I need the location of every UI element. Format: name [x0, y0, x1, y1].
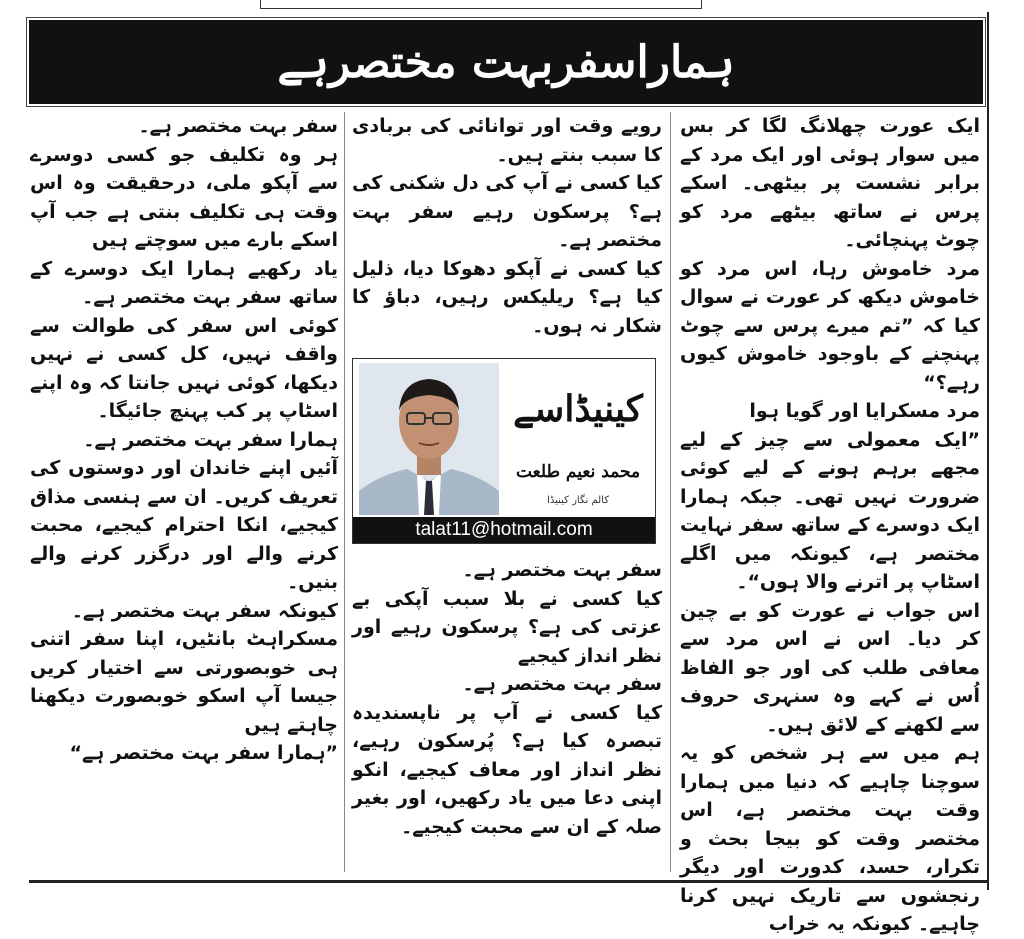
paragraph: ایک عورت چھلانگ لگا کر بس میں سوار ہوئی اور ایک مرد کے برابر نشست پر بیٹھی۔ اسکے پرس نے ساتھ بیٹھے مرد کو چوٹ پہنچائی۔: [680, 115, 980, 251]
title-banner: [29, 20, 983, 104]
column-right: [680, 112, 980, 935]
author-email[interactable]: talat11@hotmail.com: [353, 517, 655, 543]
column-divider: [670, 112, 671, 872]
paragraph: کیونکہ سفر بہت مختصر ہے۔: [71, 599, 338, 622]
page-rule: [987, 12, 989, 890]
column-divider: [344, 112, 345, 872]
paragraph: یاد رکھیے ہمارا ایک دوسرے کے ساتھ سفر بہت مختصر ہے۔: [30, 257, 338, 308]
byline-box: [352, 358, 656, 544]
article-title: ہماراسفربہت مختصرہے: [277, 36, 735, 88]
paragraph: سفر بہت مختصر ہے۔: [462, 673, 662, 695]
top-strip: [260, 0, 702, 9]
paragraph: ”ایک معمولی سے چیز کے لیے مجھے برہم ہونے کے لیے کوئی ضرورت نہیں تھی۔ جبکہ ہمارا ایک دوسرے کے ساتھ سفر نہایت مختصر ہے، کیونکہ میں اگلے اسٹاپ پر اترنے والا ہوں“۔: [680, 428, 980, 593]
paragraph: ہمارا سفر بہت مختصر ہے۔: [83, 428, 338, 451]
author-location: کالم نگار کینیڈا: [547, 494, 609, 506]
paragraph: ہم میں سے ہر شخص کو یہ سوچنا چاہیے کہ دنیا میں ہمارا وقت بہت مختصر ہے، اس مختصر وقت کو بیجا بحث و تکرار، حسد، کدورت اور دیگر رنجشوں سے تاریک نہیں کرنا چاہیے۔ کیونکہ یہ خراب: [680, 742, 980, 935]
paragraph: مرد مسکرایا اور گویا ہوا: [749, 400, 980, 422]
column-left: [30, 112, 338, 874]
author-photo: [359, 363, 499, 515]
paragraph: کیا کسی نے بلا سبب آپکی بے عزتی کی ہے؟ پرسکون رہیے اور نظر انداز کیجیے: [352, 587, 662, 667]
bottom-rule: [29, 880, 987, 883]
kicker-title: کینیڈاسے: [513, 388, 643, 430]
paragraph: رویے وقت اور توانائی کی بربادی کا سبب بنتے ہیں۔: [352, 115, 662, 166]
paragraph: کیا کسی نے آپکو دھوکا دیا، ذلیل کیا ہے؟ ریلیکس رہیں، دباؤ کا شکار نہ ہوں۔: [352, 257, 662, 337]
paragraph: اس جواب نے عورت کو بے چین کر دیا۔ اس نے اس مرد سے معافی طلب کی اور جو الفاظ اُس نے کہے وہ سنہری حروف سے لکھنے کے لائق ہیں۔: [680, 599, 980, 736]
column-middle-top: [352, 112, 662, 352]
column-middle-bottom: [352, 556, 662, 876]
paragraph: مسکراہٹ بانٹیں، اپنا سفر اتنی ہی خوبصورتی سے اختیار کریں جیسا آپ اسکو خوبصورت دیکھنا چاہتے ہیں: [30, 628, 338, 736]
paragraph: آئیں اپنے خاندان اور دوستوں کی تعریف کریں۔ ان سے ہنسی مذاق کیجیے، انکا احترام کیجیے، محبت کرنے والے اور درگزر کرنے والے بنیں۔: [30, 457, 338, 593]
paragraph: مرد خاموش رہا، اس مرد کو خاموش دیکھ کر عورت نے سوال کیا کہ ”تم میرے پرس سے چوٹ پہنچنے کے باوجود خاموش کیوں رہے؟“: [680, 257, 980, 394]
paragraph: سفر بہت مختصر ہے۔: [462, 559, 662, 581]
paragraph: کیا کسی نے آپ پر ناپسندیدہ تبصرہ کیا ہے؟ پُرسکون رہیے، نظر انداز اور معاف کیجیے، انکو اپنی دعا میں یاد رکھیں، اور بغیر صلہ کے ان سے محبت کیجیے۔: [352, 701, 662, 838]
paragraph: کوئی اس سفر کی طوالت سے واقف نہیں، کل کسی نے نہیں دیکھا، کوئی نہیں جانتا کہ وہ اپنے اسٹاپ پر کب پہنچ جائیگا۔: [30, 314, 338, 422]
author-name: محمد نعیم طلعت: [515, 462, 641, 482]
paragraph: ”ہمارا سفر بہت مختصر ہے“: [69, 742, 338, 764]
paragraph: سفر بہت مختصر ہے۔: [138, 115, 338, 137]
paragraph: ہر وہ تکلیف جو کسی دوسرے سے آپکو ملی، درحقیقت وہ اس وقت ہی تکلیف بنتی ہے جب آپ اسکے بارے میں سوچتے ہیں: [30, 143, 338, 251]
paragraph: کیا کسی نے آپ کی دل شکنی کی ہے؟ پرسکون رہیے سفر بہت مختصر ہے۔: [352, 172, 662, 251]
